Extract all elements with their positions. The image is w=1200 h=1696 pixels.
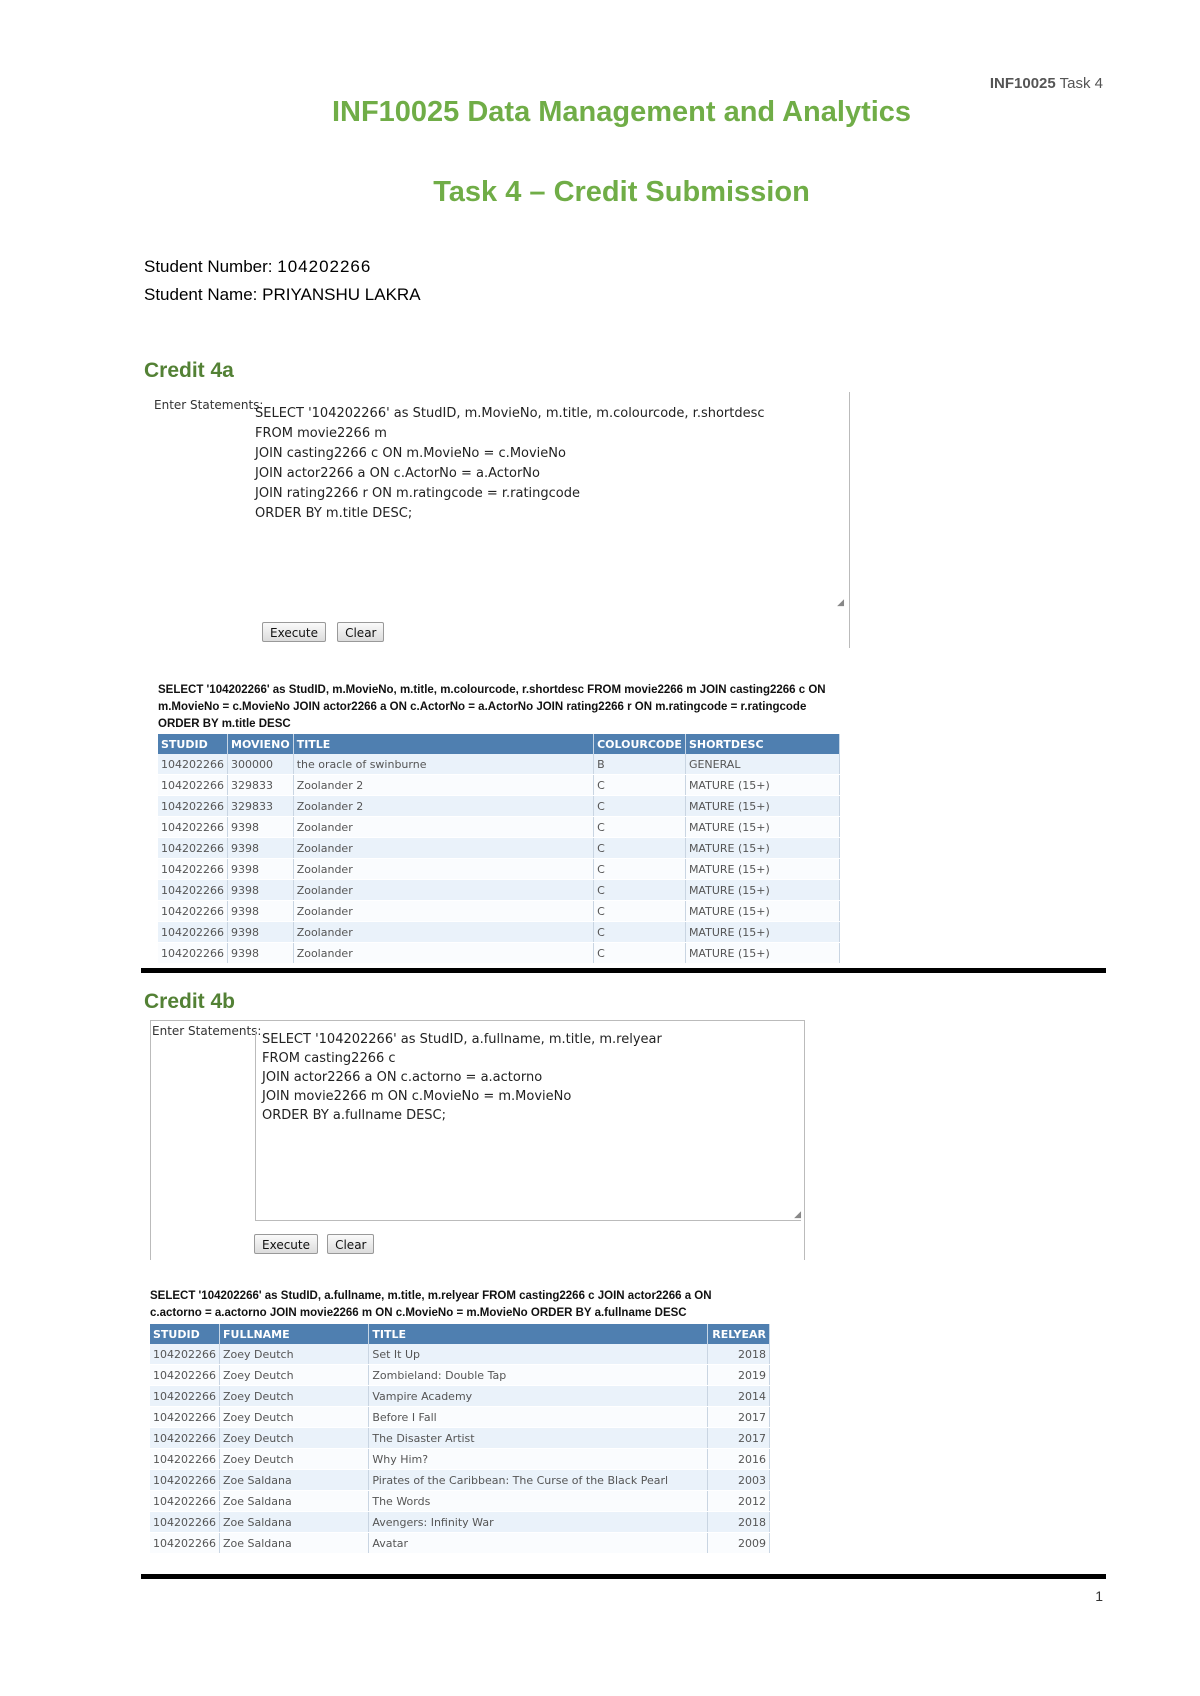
sql-line: JOIN rating2266 r ON m.ratingcode = r.ratingcode xyxy=(255,486,581,501)
table-row xyxy=(158,796,840,817)
table-row xyxy=(158,943,840,964)
table-cell: Zoe Saldana xyxy=(220,1512,369,1533)
table-row xyxy=(150,1344,770,1365)
table-cell: 2018 xyxy=(708,1344,770,1365)
table-cell: Zoolander xyxy=(293,880,593,901)
table-cell: The Words xyxy=(369,1491,708,1512)
credit-4a-panel-right-border xyxy=(849,392,850,648)
table-cell: Zombieland: Double Tap xyxy=(369,1365,708,1386)
table-cell: MATURE (15+) xyxy=(685,838,839,859)
table-cell: 2019 xyxy=(708,1365,770,1386)
table-cell: 104202266 xyxy=(150,1365,220,1386)
table-cell: 9398 xyxy=(228,922,294,943)
credit-4b-panel-top-border xyxy=(150,1020,805,1021)
table-cell: Zoey Deutch xyxy=(220,1428,369,1449)
credit-4a-statement-panel xyxy=(150,392,850,648)
table-cell: Zoe Saldana xyxy=(220,1533,369,1554)
table-cell: Pirates of the Caribbean: The Curse of the Black Pearl xyxy=(369,1470,708,1491)
credit-4a-enter-statements-label: Enter Statements: xyxy=(154,398,264,412)
table-cell: 104202266 xyxy=(158,922,228,943)
table-cell: 104202266 xyxy=(158,796,228,817)
table-cell: 2017 xyxy=(708,1407,770,1428)
table-cell: 104202266 xyxy=(158,859,228,880)
table-cell: C xyxy=(594,775,686,796)
credit-4a-result-query xyxy=(158,682,878,733)
column-header: TITLE xyxy=(293,734,593,754)
table-cell: 9398 xyxy=(228,943,294,964)
table-cell: Zoolander 2 xyxy=(293,796,593,817)
table-row xyxy=(150,1449,770,1470)
table-cell: 2014 xyxy=(708,1386,770,1407)
student-number-label: Student Number: xyxy=(144,257,273,276)
table-cell: 9398 xyxy=(228,901,294,922)
table-cell: Before I Fall xyxy=(369,1407,708,1428)
table-cell: Zoey Deutch xyxy=(220,1344,369,1365)
table-cell: 104202266 xyxy=(150,1428,220,1449)
credit-4b-sql-textarea[interactable] xyxy=(255,1030,801,1221)
table-cell: 104202266 xyxy=(150,1512,220,1533)
table-cell: 2003 xyxy=(708,1470,770,1491)
table-cell: 2012 xyxy=(708,1491,770,1512)
credit-4a-sql-textarea[interactable] xyxy=(255,404,840,614)
sql-line: FROM casting2266 c xyxy=(262,1051,396,1066)
sql-line: SELECT '104202266' as StudID, m.MovieNo, m.title, m.colourcode, r.shortdesc xyxy=(255,406,765,421)
result-query-line: SELECT '104202266' as StudID, m.MovieNo, m.title, m.colourcode, r.shortdesc FROM movie2266 m JOIN casting2266 c ON xyxy=(158,684,826,696)
result-query-line: SELECT '104202266' as StudID, a.fullname, m.title, m.relyear FROM casting2266 c JOIN actor2266 a ON xyxy=(150,1290,712,1302)
sql-line: JOIN actor2266 a ON c.actorno = a.actorno xyxy=(262,1070,543,1085)
table-cell: MATURE (15+) xyxy=(685,775,839,796)
column-header: COLOURCODE xyxy=(594,734,686,754)
table-cell: Zoolander xyxy=(293,943,593,964)
table-row xyxy=(150,1407,770,1428)
table-cell: GENERAL xyxy=(685,754,839,775)
table-cell: 104202266 xyxy=(158,754,228,775)
student-number-line xyxy=(144,257,371,277)
table-cell: Why Him? xyxy=(369,1449,708,1470)
table-cell: 104202266 xyxy=(150,1533,220,1554)
sql-line: JOIN movie2266 m ON c.MovieNo = m.MovieNo xyxy=(262,1089,572,1104)
section-divider xyxy=(141,968,1106,973)
table-cell: Zoe Saldana xyxy=(220,1470,369,1491)
table-cell: MATURE (15+) xyxy=(685,817,839,838)
table-cell: B xyxy=(594,754,686,775)
column-header: STUDID xyxy=(150,1324,220,1344)
credit-4b-statement-panel xyxy=(150,1020,805,1260)
table-header-row xyxy=(150,1324,770,1344)
table-cell: 104202266 xyxy=(150,1470,220,1491)
table-cell: 104202266 xyxy=(158,880,228,901)
credit-4b-heading: Credit 4b xyxy=(144,990,236,1013)
sql-line: ORDER BY a.fullname DESC; xyxy=(262,1108,447,1123)
credit-4b-result-query xyxy=(150,1288,850,1322)
table-cell: Zoolander xyxy=(293,859,593,880)
student-number-value: 104202266 xyxy=(277,257,372,276)
table-cell: C xyxy=(594,922,686,943)
page-number: 1 xyxy=(1095,1588,1103,1604)
table-cell: 2009 xyxy=(708,1533,770,1554)
header-task-label: Task 4 xyxy=(1059,75,1103,92)
table-cell: Zoey Deutch xyxy=(220,1365,369,1386)
table-cell: 9398 xyxy=(228,838,294,859)
table-row xyxy=(150,1533,770,1554)
result-query-line: c.actorno = a.actorno JOIN movie2266 m ON c.MovieNo = m.MovieNo ORDER BY a.fullname DESC xyxy=(150,1307,687,1319)
column-header: SHORTDESC xyxy=(685,734,839,754)
table-cell: C xyxy=(594,838,686,859)
column-header: MOVIENO xyxy=(228,734,294,754)
table-cell: Zoe Saldana xyxy=(220,1491,369,1512)
credit-4a-buttons xyxy=(262,622,384,642)
table-cell: C xyxy=(594,817,686,838)
table-cell: 104202266 xyxy=(150,1344,220,1365)
result-query-line: ORDER BY m.title DESC xyxy=(158,718,291,730)
table-cell: Avatar xyxy=(369,1533,708,1554)
table-cell: 104202266 xyxy=(150,1449,220,1470)
section-divider xyxy=(141,1574,1106,1579)
clear-button[interactable]: Clear xyxy=(337,622,384,642)
student-name-line xyxy=(144,285,421,305)
table-cell: 329833 xyxy=(228,775,294,796)
table-row xyxy=(158,754,840,775)
table-cell: 9398 xyxy=(228,880,294,901)
table-cell: 104202266 xyxy=(158,838,228,859)
result-query-line: m.MovieNo = c.MovieNo JOIN actor2266 a ON c.ActorNo = a.ActorNo JOIN rating2266 r ON m.ratingcode = r.ratingcode xyxy=(158,701,807,713)
clear-button[interactable]: Clear xyxy=(327,1234,374,1254)
credit-4b-panel-right-border xyxy=(804,1020,805,1260)
credit-4b-panel-left-border xyxy=(150,1020,151,1260)
resize-grip-icon[interactable]: ◢ xyxy=(837,598,844,608)
table-cell: 329833 xyxy=(228,796,294,817)
table-cell: 2016 xyxy=(708,1449,770,1470)
table-cell: MATURE (15+) xyxy=(685,901,839,922)
table-cell: Vampire Academy xyxy=(369,1386,708,1407)
sql-line: SELECT '104202266' as StudID, a.fullname, m.title, m.relyear xyxy=(262,1032,662,1047)
column-header: STUDID xyxy=(158,734,228,754)
table-cell: Zoolander xyxy=(293,817,593,838)
table-row xyxy=(158,775,840,796)
student-name-value: PRIYANSHU LAKRA xyxy=(262,285,421,304)
credit-4b-result-table xyxy=(150,1324,770,1554)
table-cell: the oracle of swinburne xyxy=(293,754,593,775)
table-cell: MATURE (15+) xyxy=(685,880,839,901)
table-row xyxy=(150,1512,770,1533)
resize-grip-icon[interactable]: ◢ xyxy=(794,1210,801,1220)
table-cell: 104202266 xyxy=(150,1386,220,1407)
table-cell: Zoey Deutch xyxy=(220,1386,369,1407)
table-header-row xyxy=(158,734,840,754)
table-row xyxy=(158,922,840,943)
table-cell: 104202266 xyxy=(158,775,228,796)
running-header xyxy=(990,75,1103,92)
sql-line: JOIN casting2266 c ON m.MovieNo = c.MovieNo xyxy=(255,446,566,461)
table-cell: C xyxy=(594,859,686,880)
table-cell: C xyxy=(594,943,686,964)
table-cell: Zoey Deutch xyxy=(220,1407,369,1428)
document-subtitle: Task 4 – Credit Submission xyxy=(433,176,810,208)
table-cell: 9398 xyxy=(228,859,294,880)
table-cell: 104202266 xyxy=(158,901,228,922)
table-cell: Zoey Deutch xyxy=(220,1449,369,1470)
credit-4a-heading: Credit 4a xyxy=(144,359,234,382)
table-row xyxy=(158,880,840,901)
table-cell: 9398 xyxy=(228,817,294,838)
table-row xyxy=(150,1386,770,1407)
table-row xyxy=(158,901,840,922)
table-cell: Zoolander xyxy=(293,901,593,922)
table-cell: 2017 xyxy=(708,1428,770,1449)
sql-line: FROM movie2266 m xyxy=(255,426,387,441)
student-name-label: Student Name: xyxy=(144,285,258,304)
table-cell: 104202266 xyxy=(150,1491,220,1512)
execute-button[interactable]: Execute xyxy=(262,622,326,642)
table-cell: The Disaster Artist xyxy=(369,1428,708,1449)
table-cell: C xyxy=(594,901,686,922)
credit-4a-result-table xyxy=(158,734,840,964)
table-cell: MATURE (15+) xyxy=(685,943,839,964)
table-row xyxy=(158,838,840,859)
table-cell: 104202266 xyxy=(158,943,228,964)
table-row xyxy=(150,1470,770,1491)
table-cell: Zoolander xyxy=(293,838,593,859)
table-cell: 2018 xyxy=(708,1512,770,1533)
table-row xyxy=(150,1365,770,1386)
table-cell: C xyxy=(594,880,686,901)
table-cell: Avengers: Infinity War xyxy=(369,1512,708,1533)
table-cell: 104202266 xyxy=(158,817,228,838)
table-cell: Zoolander 2 xyxy=(293,775,593,796)
credit-4b-enter-statements-label: Enter Statements: xyxy=(152,1024,262,1038)
table-cell: Set It Up xyxy=(369,1344,708,1365)
table-row xyxy=(150,1491,770,1512)
table-cell: MATURE (15+) xyxy=(685,796,839,817)
table-row xyxy=(158,859,840,880)
table-cell: 104202266 xyxy=(150,1407,220,1428)
table-cell: 300000 xyxy=(228,754,294,775)
document-title: INF10025 Data Management and Analytics xyxy=(331,96,912,128)
header-course-code: INF10025 xyxy=(989,75,1056,92)
sql-line: ORDER BY m.title DESC; xyxy=(255,506,413,521)
column-header: TITLE xyxy=(369,1324,708,1344)
table-cell: Zoolander xyxy=(293,922,593,943)
credit-4b-buttons xyxy=(254,1234,374,1254)
column-header: RELYEAR xyxy=(708,1324,770,1344)
table-cell: MATURE (15+) xyxy=(685,922,839,943)
table-row xyxy=(150,1428,770,1449)
sql-line: JOIN actor2266 a ON c.ActorNo = a.ActorNo xyxy=(255,466,540,481)
table-cell: C xyxy=(594,796,686,817)
table-row xyxy=(158,817,840,838)
table-cell: MATURE (15+) xyxy=(685,859,839,880)
execute-button[interactable]: Execute xyxy=(254,1234,318,1254)
column-header: FULLNAME xyxy=(220,1324,369,1344)
